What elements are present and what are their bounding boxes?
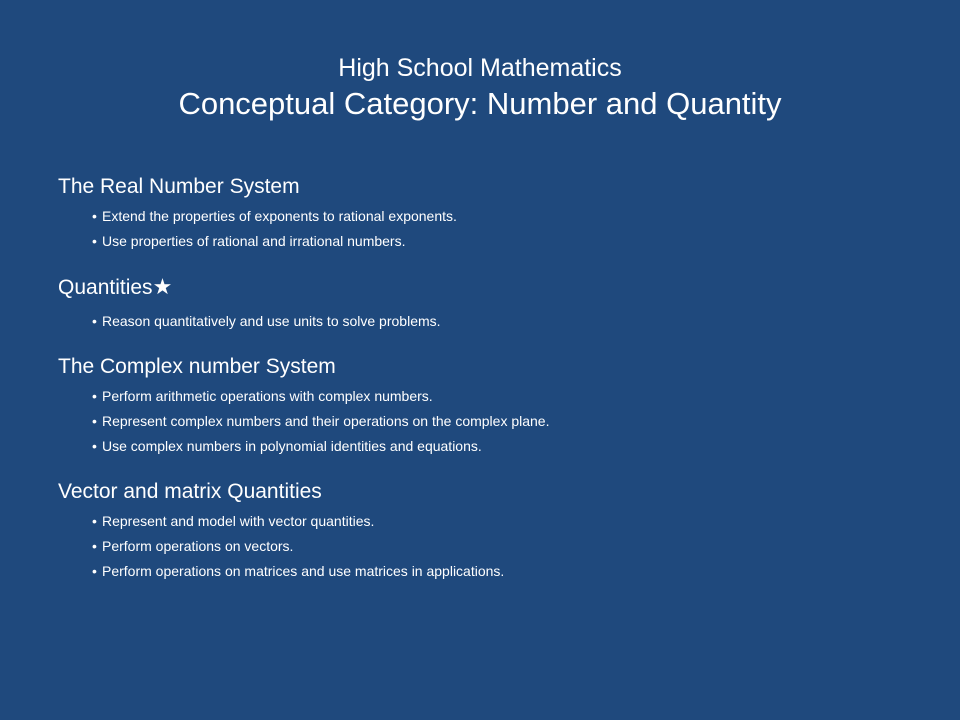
bullet-item (92, 559, 918, 584)
bullet-dot: • (92, 513, 97, 529)
bullet-text: Perform operations on vectors. (102, 538, 294, 554)
bullet-text: Extend the properties of exponents to rational exponents. (102, 208, 457, 224)
bullet-text: Reason quantitatively and use units to solve problems. (102, 313, 441, 329)
bullet-item (92, 204, 918, 229)
bullet-item (92, 229, 918, 254)
section-quantities (58, 272, 918, 334)
bullet-list (58, 204, 918, 254)
section-heading: The Real Number System (58, 175, 300, 198)
bullet-list (58, 309, 918, 334)
section-heading: The Complex number System (58, 355, 336, 378)
bullet-dot: • (92, 388, 97, 404)
section-heading-text: Quantities (58, 276, 153, 299)
bullet-item (92, 434, 918, 459)
bullet-text: Perform operations on matrices and use matrices in applications. (102, 563, 505, 579)
title-block (0, 52, 960, 124)
section-complex-number-system (58, 352, 918, 459)
bullet-list (58, 384, 918, 459)
bullet-item (92, 409, 918, 434)
bullet-dot: • (92, 538, 97, 554)
bullet-text: Represent and model with vector quantities. (102, 513, 375, 529)
bullet-text: Perform arithmetic operations with complex numbers. (102, 388, 433, 404)
bullet-item (92, 309, 918, 334)
bullet-dot: • (92, 208, 97, 224)
star-icon: ★ (152, 274, 173, 299)
bullet-text: Use properties of rational and irrational numbers. (102, 233, 406, 249)
bullet-item (92, 534, 918, 559)
section-heading: Vector and matrix Quantities (58, 480, 322, 503)
bullet-item (92, 384, 918, 409)
section-vector-matrix-quantities (58, 477, 918, 584)
section-real-number-system (58, 172, 918, 254)
bullet-dot: • (92, 563, 97, 579)
bullet-item (92, 509, 918, 534)
bullet-text: Use complex numbers in polynomial identities and equations. (102, 438, 482, 454)
bullet-list (58, 509, 918, 584)
slide-title-line2: Conceptual Category: Number and Quantity (178, 86, 782, 121)
slide-title-line1: High School Mathematics (338, 54, 622, 82)
bullet-dot: • (92, 438, 97, 454)
section-heading (58, 272, 918, 303)
bullet-dot: • (92, 233, 97, 249)
slide-content (58, 172, 918, 602)
bullet-dot: • (92, 413, 97, 429)
bullet-dot: • (92, 313, 97, 329)
bullet-text: Represent complex numbers and their operations on the complex plane. (102, 413, 550, 429)
